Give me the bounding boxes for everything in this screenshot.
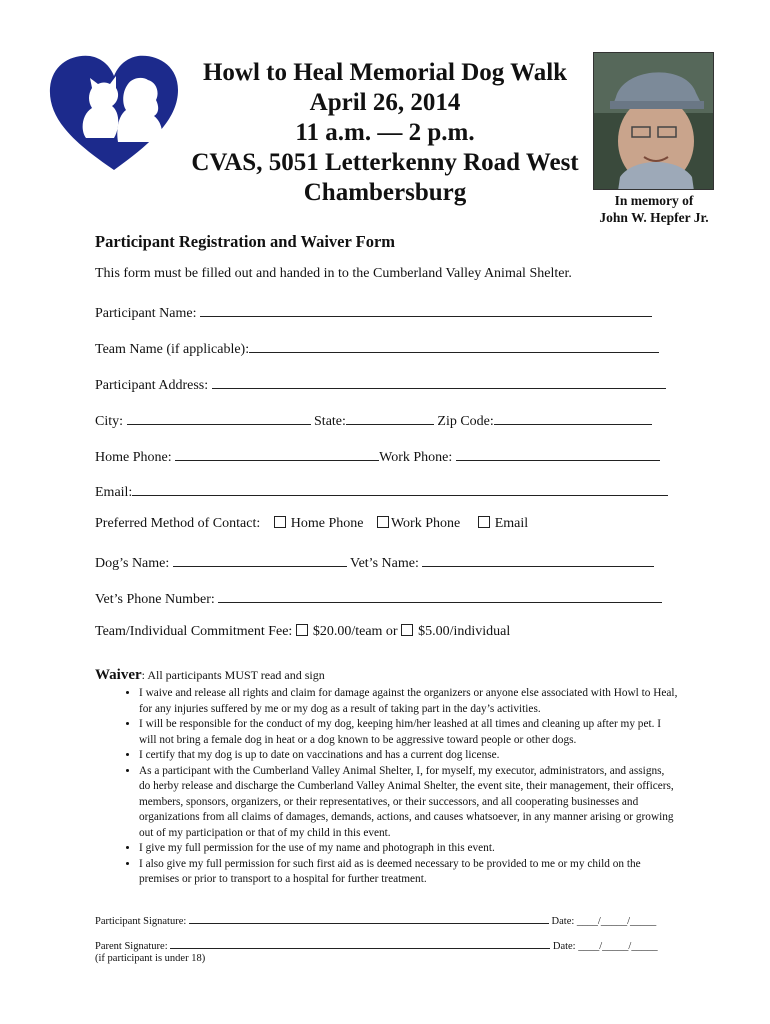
waiver-item: • I certify that my dog is up to date on vaccinations and has a current dog license. [139,748,678,764]
team-name-blank[interactable] [249,338,659,353]
team-name-field[interactable] [95,338,659,358]
date-blank[interactable]: ____/_____/_____ [578,941,658,952]
parent-signature-label: Parent Signature: [95,941,168,952]
memorial-caption [580,192,728,226]
contact-option-work-phone[interactable] [377,516,460,531]
fee-option-team[interactable] [296,624,398,639]
participant-signature-row [95,913,656,927]
event-title-line: Howl to Heal Memorial Dog Walk [202,59,568,86]
checkbox-icon[interactable] [296,624,308,636]
email-label: Email: [95,485,133,500]
date-label: Date: [552,941,576,952]
parent-signature-note: (if participant is under 18) [95,953,206,964]
waiver-list [113,686,678,888]
contact-method-row [95,516,528,532]
commitment-fee-row [95,624,510,640]
participant-address-blank[interactable] [212,374,666,389]
city-state-zip-row [95,410,652,430]
contact-option-email-label: Email [494,516,529,531]
vets-phone-blank[interactable] [218,588,662,603]
vets-name-label: Vet’s Name: [350,556,419,571]
waiver-item: • I give my full permission for the use of my name and photograph in this event. [139,841,678,857]
contact-option-home-phone[interactable] [274,516,364,531]
memorial-caption-line1: In memory of [614,193,694,208]
waiver-item: • I waive and release all rights and claim for damage against the organizers or anyone else associated with Howl to Heal, for any injuries suffered by me or my dog as a result of taking part in the day’s activities. [139,686,678,717]
home-phone-blank[interactable] [175,446,379,461]
team-name-label: Team Name (if applicable): [95,342,250,357]
date-label: Date: [551,916,575,927]
waiver-title: Waiver [95,667,142,683]
phone-row [95,446,660,466]
fee-option-individual[interactable] [401,624,510,639]
event-time: 11 a.m. — 2 p.m. [295,119,475,146]
checkbox-icon[interactable] [478,516,490,528]
participant-address-label: Participant Address: [95,378,209,393]
dogs-name-label: Dog’s Name: [95,556,170,571]
form-intro: This form must be filled out and handed in to the Cumberland Valley Animal Shelter. [95,266,572,281]
form-title: Participant Registration and Waiver Form [95,232,396,251]
heart-dog-cat-logo-icon [46,52,182,174]
waiver-heading [95,667,325,684]
email-blank[interactable] [132,481,668,496]
city-label: City: [95,414,124,429]
checkbox-icon[interactable] [401,624,413,636]
vets-phone-label: Vet’s Phone Number: [95,592,215,607]
participant-address-field[interactable] [95,374,666,394]
vets-phone-field[interactable] [95,588,662,608]
contact-option-work-phone-label: Work Phone [390,516,461,531]
work-phone-label: Work Phone: [379,450,453,465]
event-date: April 26, 2014 [309,89,461,116]
parent-signature-row [95,938,658,952]
event-title [180,58,590,208]
contact-method-label: Preferred Method of Contact: [95,516,261,531]
memorial-caption-name: John W. Hepfer Jr. [599,210,709,225]
waiver-item: • As a participant with the Cumberland Valley Animal Shelter, I, for myself, my executor, administrators, and assigns, do herby release and discharge the Cumberland Valley Animal Shelter, the event site, their management, their officers, members, sponsors, organizers, or their representatives, or their successors, and all cooperating businesses and organizations from all claims of damages, demands, actions, and causes whatsoever, in any manner arising or growing out of my participation or that of my child in this event. [139,764,678,842]
participant-signature-blank[interactable] [189,913,549,924]
checkbox-icon[interactable] [274,516,286,528]
memorial-photo [593,52,714,190]
parent-signature-blank[interactable] [170,938,550,949]
fee-option-individual-label: $5.00/individual [418,624,511,639]
event-location: CVAS, 5051 Letterkenny Road West [191,149,579,176]
date-blank[interactable]: ____/_____/_____ [576,916,657,927]
event-city: Chambersburg [303,179,467,206]
waiver-item: • I will be responsible for the conduct of my dog, keeping him/her leashed at all times and cleaning up after my pet. I will not bring a female dog in heat or a dog known to be aggressive toward people or other dogs. [139,717,678,748]
checkbox-icon[interactable] [377,516,389,528]
vets-name-blank[interactable] [422,552,654,567]
zip-blank[interactable] [494,410,652,425]
work-phone-blank[interactable] [456,446,660,461]
fee-label: Team/Individual Commitment Fee: [95,624,293,639]
fee-option-team-label: $20.00/team or [312,624,398,639]
participant-name-label: Participant Name: [95,306,197,321]
dogs-name-blank[interactable] [173,552,347,567]
participant-signature-label: Participant Signature: [95,916,187,927]
contact-option-home-phone-label: Home Phone [290,516,364,531]
email-field[interactable] [95,481,668,501]
participant-name-field[interactable] [95,302,652,322]
state-label: State: [314,414,346,429]
waiver-item: • I also give my full permission for such first aid as is deemed necessary to be provided to me or my child on the premises or prior to transport to a hospital for further treatment. [139,857,678,888]
city-blank[interactable] [127,410,311,425]
contact-option-email[interactable] [478,516,528,531]
zip-label: Zip Code: [437,414,494,429]
participant-name-blank[interactable] [200,302,652,317]
home-phone-label: Home Phone: [95,450,172,465]
dog-vet-row [95,552,654,572]
state-blank[interactable] [346,410,434,425]
waiver-subtitle: : All participants MUST read and sign [141,668,325,682]
